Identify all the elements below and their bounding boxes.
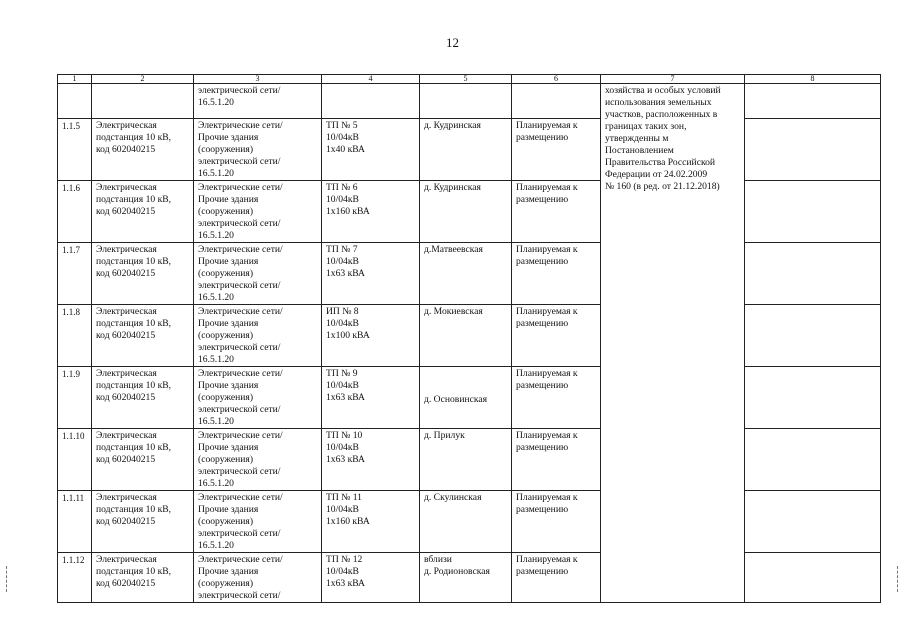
- cell-line: Электрические сети/: [198, 368, 283, 379]
- cell-line: размещению: [516, 504, 569, 515]
- cell-line: код 602040215: [96, 268, 156, 279]
- cell-line: Электрические сети/: [198, 306, 283, 317]
- cell-line: (сооружения): [198, 144, 254, 155]
- cell-col8: [745, 491, 881, 553]
- continuation-row: [58, 84, 881, 119]
- cut-mark-right: [897, 566, 899, 592]
- cell-object: [92, 84, 194, 119]
- cell-line: Планируемая к: [516, 368, 578, 379]
- cell-object: [92, 429, 194, 491]
- cell-line: Прочие здания: [198, 318, 259, 329]
- cell-line: электрической сети/: [198, 466, 281, 477]
- cell-num: [58, 84, 92, 119]
- cell-line: Электрические сети/: [198, 554, 283, 565]
- cell-line: 10/04кВ: [326, 318, 359, 329]
- cell-line: 10/04кВ: [326, 504, 359, 515]
- cell-line: Электрические сети/: [198, 244, 283, 255]
- cell-line: код 602040215: [96, 578, 156, 589]
- cell-line: д. Скулинская: [424, 492, 482, 503]
- cell-line: 16.5.1.20: [198, 540, 234, 551]
- cell-num: 1.1.9: [58, 367, 92, 429]
- cell-line: 1х100 кВА: [326, 330, 370, 341]
- cell-line: электрической сети/: [198, 280, 281, 291]
- cell-line: Электрические сети/: [198, 430, 283, 441]
- cell-num: 1.1.5: [58, 119, 92, 181]
- cell-regulation: [601, 84, 745, 603]
- table-row: [58, 553, 881, 603]
- cell-spec: [322, 553, 420, 603]
- cell-line: Электрическая: [96, 430, 157, 441]
- cell-line: д. Прилук: [424, 430, 465, 441]
- regulation-line: границах таких зон,: [605, 121, 687, 132]
- cell-line: (сооружения): [198, 516, 254, 527]
- cell-num: 1.1.8: [58, 305, 92, 367]
- cell-line: 1х63 кВА: [326, 268, 365, 279]
- cell-line: (сооружения): [198, 578, 254, 589]
- cell-line: код 602040215: [96, 516, 156, 527]
- table-row: [58, 429, 881, 491]
- cell-category: [194, 84, 322, 119]
- cell-col8: [745, 84, 881, 119]
- cell-line: код 602040215: [96, 330, 156, 341]
- cell-line: 1х160 кВА: [326, 516, 370, 527]
- header-cell: 6: [512, 75, 601, 84]
- cell-object: [92, 491, 194, 553]
- table-row: [58, 243, 881, 305]
- cell-category: [194, 119, 322, 181]
- header-cell: 7: [601, 75, 745, 84]
- cell-line: Электрические сети/: [198, 182, 283, 193]
- cell-spec: [322, 367, 420, 429]
- cell-category: [194, 305, 322, 367]
- cell-spec: [322, 119, 420, 181]
- cell-line: электрической сети/: [198, 85, 281, 96]
- header-cell: 5: [420, 75, 512, 84]
- cut-mark-left: [6, 566, 8, 592]
- cell-line: электрической сети/: [198, 590, 281, 601]
- cell-num: 1.1.7: [58, 243, 92, 305]
- cell-object: [92, 119, 194, 181]
- cell-line: 16.5.1.20: [198, 416, 234, 427]
- cell-line: ИП № 8: [326, 306, 359, 317]
- cell-line: подстанция 10 кВ,: [96, 318, 172, 329]
- cell-line: 1х63 кВА: [326, 454, 365, 465]
- cell-line: размещению: [516, 256, 569, 267]
- cell-line: Планируемая к: [516, 182, 578, 193]
- cell-line: 10/04кВ: [326, 566, 359, 577]
- cell-category: [194, 553, 322, 603]
- cell-line: ТП № 7: [326, 244, 358, 255]
- cell-line: размещению: [516, 132, 569, 143]
- cell-status: [512, 84, 601, 119]
- cell-spec: [322, 243, 420, 305]
- regulation-line: Федерации от 24.02.2009: [605, 169, 708, 180]
- header-cell: 8: [745, 75, 881, 84]
- cell-num: 1.1.11: [58, 491, 92, 553]
- cell-line: вблизи: [424, 554, 452, 565]
- cell-line: 16.5.1.20: [198, 168, 234, 179]
- cell-location: [420, 367, 512, 429]
- cell-line: ТП № 6: [326, 182, 358, 193]
- cell-line: Прочие здания: [198, 380, 259, 391]
- cell-line: 1х160 кВА: [326, 206, 370, 217]
- header-cell: 3: [194, 75, 322, 84]
- cell-line: Электрическая: [96, 120, 157, 131]
- cell-object: [92, 305, 194, 367]
- regulation-line: Правительства Российской: [605, 157, 716, 168]
- cell-line: д. Основинская: [424, 394, 488, 405]
- cell-line: Электрические сети/: [198, 120, 283, 131]
- cell-line: код 602040215: [96, 206, 156, 217]
- table-row: [58, 491, 881, 553]
- cell-category: [194, 429, 322, 491]
- cell-line: электрической сети/: [198, 342, 281, 353]
- cell-line: 10/04кВ: [326, 194, 359, 205]
- cell-status: [512, 305, 601, 367]
- cell-line: электрической сети/: [198, 218, 281, 229]
- cell-location: [420, 429, 512, 491]
- cell-line: размещению: [516, 566, 569, 577]
- header-cell: 2: [92, 75, 194, 84]
- cell-line: Электрическая: [96, 368, 157, 379]
- cell-line: подстанция 10 кВ,: [96, 380, 172, 391]
- cell-location: [420, 305, 512, 367]
- cell-line: д. Кудринская: [424, 120, 481, 131]
- cell-line: 16.5.1.20: [198, 97, 234, 108]
- cell-line: ТП № 9: [326, 368, 358, 379]
- regulation-line: хозяйства и особых условий: [605, 85, 721, 96]
- cell-line: 16.5.1.20: [198, 230, 234, 241]
- cell-line: Планируемая к: [516, 244, 578, 255]
- cell-line: подстанция 10 кВ,: [96, 194, 172, 205]
- cell-category: [194, 181, 322, 243]
- cell-line: подстанция 10 кВ,: [96, 132, 172, 143]
- cell-col8: [745, 429, 881, 491]
- cell-col8: [745, 181, 881, 243]
- cell-line: (сооружения): [198, 392, 254, 403]
- cell-object: [92, 553, 194, 603]
- regulation-line: участков, расположенных в: [605, 109, 718, 120]
- cell-line: подстанция 10 кВ,: [96, 504, 172, 515]
- cell-line: 16.5.1.20: [198, 478, 234, 489]
- cell-line: Прочие здания: [198, 194, 259, 205]
- cell-line: Электрическая: [96, 492, 157, 503]
- cell-line: подстанция 10 кВ,: [96, 442, 172, 453]
- regulation-line: № 160 (в ред. от 21.12.2018): [605, 181, 720, 192]
- cell-line: размещению: [516, 380, 569, 391]
- cell-line: Планируемая к: [516, 430, 578, 441]
- cell-line: Электрическая: [96, 244, 157, 255]
- cell-object: [92, 367, 194, 429]
- cell-line: Электрическая: [96, 554, 157, 565]
- cell-spec: [322, 181, 420, 243]
- cell-status: [512, 553, 601, 603]
- cell-line: 10/04кВ: [326, 380, 359, 391]
- cell-num: 1.1.10: [58, 429, 92, 491]
- cell-line: Прочие здания: [198, 442, 259, 453]
- cell-line: Планируемая к: [516, 492, 578, 503]
- cell-status: [512, 491, 601, 553]
- cell-spec: [322, 84, 420, 119]
- regulation-line: Постановлением: [605, 145, 674, 156]
- cell-line: д. Мокиевская: [424, 306, 483, 317]
- cell-status: [512, 119, 601, 181]
- cell-line: код 602040215: [96, 454, 156, 465]
- header-cell: 1: [58, 75, 92, 84]
- cell-col8: [745, 243, 881, 305]
- cell-location: [420, 553, 512, 603]
- cell-line: 16.5.1.20: [198, 354, 234, 365]
- header-row: [58, 75, 881, 84]
- cell-line: д.Матвеевская: [424, 244, 483, 255]
- cell-line: размещению: [516, 318, 569, 329]
- cell-line: (сооружения): [198, 268, 254, 279]
- cell-line: электрической сети/: [198, 156, 281, 167]
- cell-line: Прочие здания: [198, 566, 259, 577]
- cell-line: Прочие здания: [198, 504, 259, 515]
- cell-category: [194, 367, 322, 429]
- register-table: [57, 74, 881, 603]
- cell-status: [512, 243, 601, 305]
- cell-col8: [745, 119, 881, 181]
- cell-line: д. Родионовская: [424, 566, 490, 577]
- cell-spec: [322, 429, 420, 491]
- cell-object: [92, 243, 194, 305]
- cell-line: электрической сети/: [198, 404, 281, 415]
- page-number: 12: [446, 35, 459, 50]
- cell-line: электрической сети/: [198, 528, 281, 539]
- cell-line: подстанция 10 кВ,: [96, 566, 172, 577]
- cell-line: (сооружения): [198, 454, 254, 465]
- regulation-line: использования земельных: [605, 97, 712, 108]
- cell-line: 1х63 кВА: [326, 578, 365, 589]
- cell-location: [420, 181, 512, 243]
- cell-line: 1х40 кВА: [326, 144, 365, 155]
- cell-line: код 602040215: [96, 144, 156, 155]
- cell-line: ТП № 5: [326, 120, 358, 131]
- table-row: [58, 181, 881, 243]
- table-row: [58, 119, 881, 181]
- cell-location: [420, 491, 512, 553]
- cell-line: Планируемая к: [516, 120, 578, 131]
- cell-category: [194, 243, 322, 305]
- cell-status: [512, 367, 601, 429]
- cell-line: Прочие здания: [198, 256, 259, 267]
- cell-col8: [745, 553, 881, 603]
- cell-category: [194, 491, 322, 553]
- cell-line: 1х63 кВА: [326, 392, 365, 403]
- cell-line: 16.5.1.20: [198, 292, 234, 303]
- cell-line: ТП № 12: [326, 554, 363, 565]
- regulation-line: утвержденны м: [605, 133, 669, 144]
- cell-line: подстанция 10 кВ,: [96, 256, 172, 267]
- cell-line: Электрическая: [96, 182, 157, 193]
- cell-line: Электрические сети/: [198, 492, 283, 503]
- cell-location: [420, 243, 512, 305]
- cell-line: Планируемая к: [516, 306, 578, 317]
- cell-col8: [745, 367, 881, 429]
- cell-num: 1.1.12: [58, 553, 92, 603]
- table-row: [58, 367, 881, 429]
- cell-num: 1.1.6: [58, 181, 92, 243]
- cell-line: (сооружения): [198, 206, 254, 217]
- cell-line: код 602040215: [96, 392, 156, 403]
- cell-line: д. Кудринская: [424, 182, 481, 193]
- cell-location: [420, 119, 512, 181]
- cell-spec: [322, 491, 420, 553]
- cell-line: Планируемая к: [516, 554, 578, 565]
- cell-line: размещению: [516, 442, 569, 453]
- cell-line: Прочие здания: [198, 132, 259, 143]
- cell-line: 10/04кВ: [326, 256, 359, 267]
- cell-line: 10/04кВ: [326, 442, 359, 453]
- cell-line: 10/04кВ: [326, 132, 359, 143]
- header-cell: 4: [322, 75, 420, 84]
- cell-line: ТП № 11: [326, 492, 362, 503]
- cell-status: [512, 429, 601, 491]
- cell-line: Электрическая: [96, 306, 157, 317]
- cell-object: [92, 181, 194, 243]
- cell-line: (сооружения): [198, 330, 254, 341]
- cell-spec: [322, 305, 420, 367]
- cell-location: [420, 84, 512, 119]
- cell-status: [512, 181, 601, 243]
- cell-line: размещению: [516, 194, 569, 205]
- cell-line: ТП № 10: [326, 430, 363, 441]
- table-row: [58, 305, 881, 367]
- cell-col8: [745, 305, 881, 367]
